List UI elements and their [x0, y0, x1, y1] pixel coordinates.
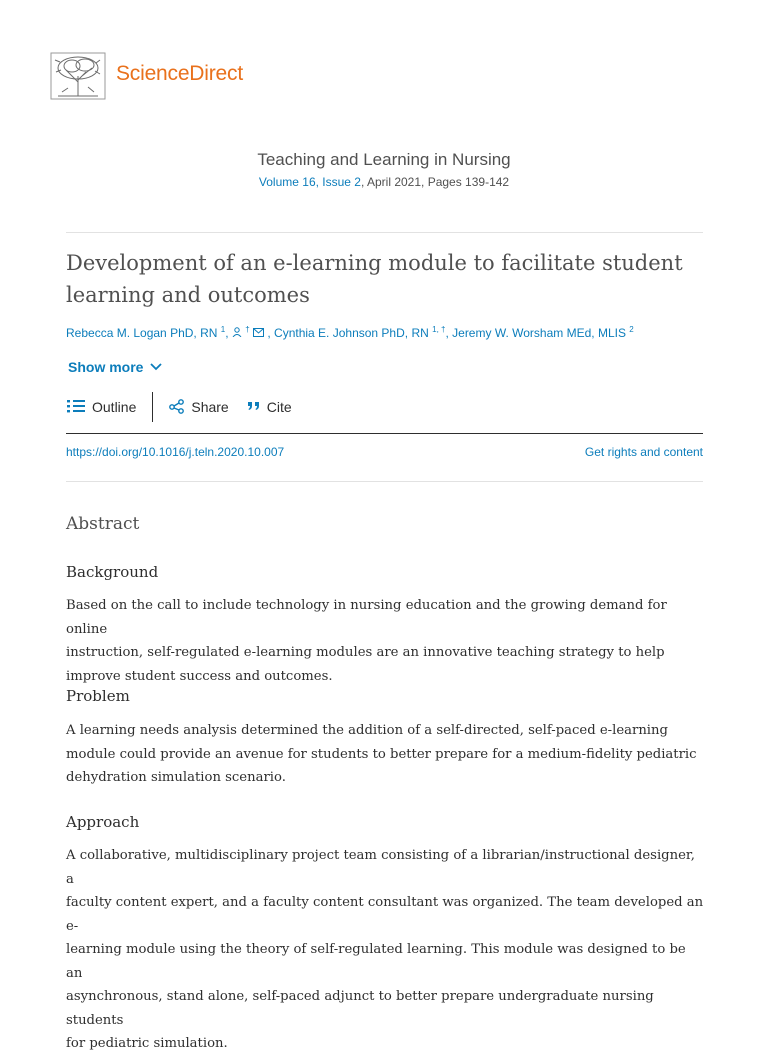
author-list: Rebecca M. Logan PhD, RN $^1$, † , Cynthia E. Johnson PhD, RN $^{1, \dagger}$, Jeremy W. Worsham MEd, MLIS $^2$	[66, 325, 634, 340]
envelope-icon[interactable]	[253, 326, 267, 340]
article-title: Development of an e-learning module to facilitate student learning and outcomes	[66, 251, 683, 307]
section-paragraph	[66, 719, 706, 790]
show-more-button[interactable]	[68, 359, 163, 375]
brand-name[interactable]: ScienceDirect	[116, 62, 243, 85]
share-button[interactable]	[169, 398, 228, 417]
toolbar-divider	[152, 392, 153, 422]
elsevier-tree-icon[interactable]	[50, 52, 106, 100]
journal-meta	[0, 175, 768, 189]
author-link[interactable]: Cynthia E. Johnson PhD, RN	[274, 326, 429, 340]
section-paragraph	[66, 594, 706, 688]
divider-doi	[66, 481, 703, 482]
section-heading: Background	[66, 563, 159, 581]
chevron-down-icon	[149, 359, 163, 375]
share-label: Share	[191, 399, 229, 415]
doi-link[interactable]: https://doi.org/10.1016/j.teln.2020.10.007	[66, 445, 285, 459]
show-more-label: Show more	[68, 359, 144, 375]
divider-toolbar	[66, 433, 703, 434]
paragraph-line: faculty content expert, and a faculty content consultant was organized. The team developed an e-	[66, 895, 704, 934]
abstract-heading: Abstract	[66, 514, 140, 534]
paragraph-line: asynchronous, stand alone, self-paced adjunct to better prepare undergraduate nursing students	[66, 989, 654, 1028]
author-note: †	[245, 325, 250, 334]
divider-top	[66, 232, 703, 233]
list-icon	[66, 398, 86, 417]
paragraph-line: for pediatric simulation.	[66, 1036, 228, 1051]
author-link[interactable]: Jeremy W. Worsham MEd, MLIS	[452, 326, 626, 340]
paragraph-line: module could provide an avenue for students to better prepare for a medium-fidelity pediatric	[66, 746, 697, 762]
paragraph-line: Based on the call to include technology in nursing education and the growing demand for online	[66, 598, 667, 637]
paragraph-line: A learning needs analysis determined the addition of a self-directed, self-paced e-learning	[66, 723, 668, 738]
rights-link[interactable]: Get rights and content	[584, 445, 703, 459]
journal-header	[0, 150, 768, 189]
journal-title[interactable]: Teaching and Learning in Nursing	[257, 150, 511, 169]
person-icon[interactable]	[232, 326, 245, 340]
date-pages: , April 2021, Pages 139-142	[360, 175, 510, 189]
outline-button[interactable]	[66, 398, 136, 417]
paragraph-line: instruction, self-regulated e-learning modules are an innovative teaching strategy to help	[66, 645, 665, 660]
paragraph-line: dehydration simulation scenario.	[66, 770, 286, 785]
author-affiliation: 1, †	[432, 325, 446, 334]
paragraph-line: A collaborative, multidisciplinary project team consisting of a librarian/instructional designer, a	[66, 848, 695, 887]
section-heading: Problem	[66, 687, 130, 705]
cite-label: Cite	[266, 399, 292, 415]
outline-label: Outline	[92, 399, 137, 415]
author-affiliation: 2	[629, 325, 634, 334]
quote-icon	[247, 399, 261, 415]
cite-button[interactable]	[247, 399, 292, 415]
share-icon	[169, 398, 185, 417]
volume-issue-link[interactable]: Volume 16, Issue 2	[258, 175, 361, 189]
section-heading: Approach	[66, 813, 140, 831]
paragraph-line: improve student success and outcomes.	[66, 668, 333, 684]
paragraph-line: learning module using the theory of self-regulated learning. This module was designed to be an	[66, 942, 686, 981]
author-link[interactable]: Rebecca M. Logan PhD, RN	[66, 326, 218, 340]
article-toolbar	[66, 392, 292, 422]
author-affiliation: 1	[220, 325, 226, 334]
